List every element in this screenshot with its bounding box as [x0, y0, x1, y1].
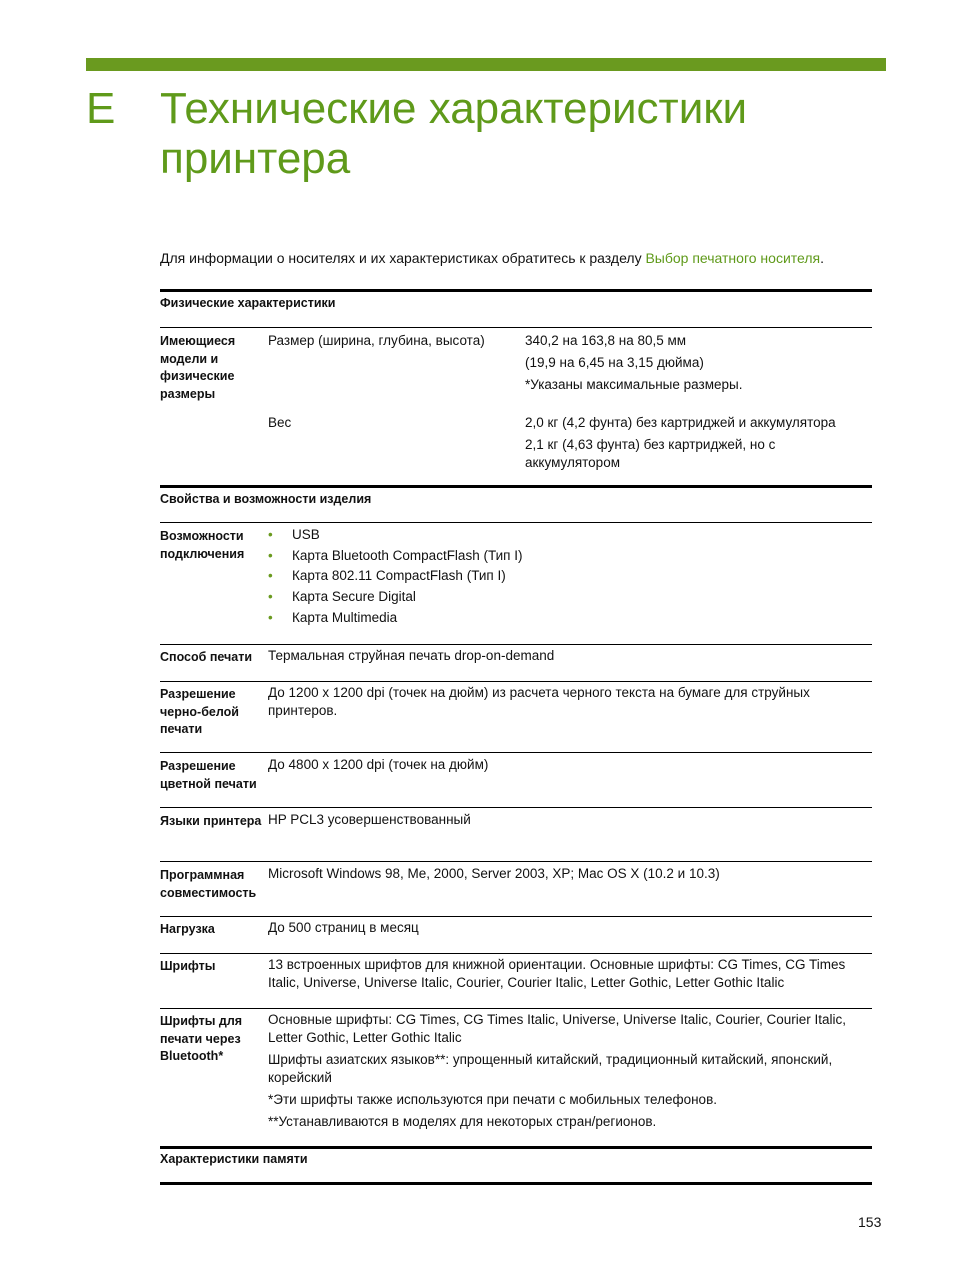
list-item: • USB — [268, 525, 868, 546]
bullet-icon: • — [268, 547, 273, 563]
value: 2,0 кг (4,2 фунта) без картриджей и аккумулятора — [525, 415, 836, 430]
row-value: Основные шрифты: CG Times, CG Times Italic, Universe, Universe Italic, Courier, Courier Italic, Letter Gothic, Letter Gothic Italic — [268, 1012, 846, 1045]
rule — [160, 953, 872, 954]
row-value: До 500 страниц в месяц — [268, 920, 419, 935]
list-item: • Карта Bluetooth CompactFlash (Тип I) — [268, 546, 868, 567]
chapter-color-bar — [86, 58, 886, 71]
intro-paragraph — [160, 250, 824, 266]
rule — [160, 916, 872, 917]
row-label: Возможности подключения — [160, 529, 245, 561]
row-value: **Устанавливаются в моделях для некоторых стран/регионов. — [268, 1114, 657, 1129]
intro-end: . — [820, 250, 824, 266]
row-value: *Эти шрифты также используются при печати с мобильных телефонов. — [268, 1092, 717, 1107]
list-item: • Карта Secure Digital — [268, 587, 868, 608]
row-value: До 4800 x 1200 dpi (точек на дюйм) — [268, 757, 489, 772]
bullet-icon: • — [268, 568, 273, 584]
row-label: Имеющиеся модели и физические размеры — [160, 334, 236, 401]
bullet-icon: • — [268, 589, 273, 605]
rule — [160, 485, 872, 488]
row-value: 13 встроенных шрифтов для книжной ориентации. Основные шрифты: CG Times, CG Times Italic, Universe, Universe Italic, Courier, Courier Italic, Letter Gothic, Letter Gothic Italic — [268, 957, 846, 990]
rule — [160, 1146, 872, 1149]
section-heading-physical: Физические характеристики — [160, 296, 336, 310]
value: 340,2 на 163,8 на 80,5 мм — [525, 333, 687, 348]
row-label: Разрешение цветной печати — [160, 759, 257, 791]
rule — [160, 289, 872, 292]
page-number: 153 — [858, 1214, 882, 1230]
rule — [160, 861, 872, 862]
row-label: Разрешение черно-белой печати — [160, 687, 239, 736]
section-heading-features: Свойства и возможности изделия — [160, 492, 372, 506]
row-label: Нагрузка — [160, 922, 215, 936]
bullet-icon: • — [268, 609, 273, 625]
size-label: Размер (ширина, глубина, высота) — [268, 333, 485, 348]
row-value: Термальная струйная печать drop-on-demand — [268, 648, 555, 663]
row-label: Языки принтера — [160, 814, 262, 828]
row-label: Программная совместимость — [160, 868, 257, 900]
intro-text: Для информации о носителях и их характеристиках обратитесь к разделу — [160, 250, 646, 266]
rule — [160, 644, 872, 645]
media-link[interactable]: Выбор печатного носителя — [645, 250, 821, 266]
list-item: • Карта 802.11 CompactFlash (Тип I) — [268, 566, 868, 587]
row-values — [268, 1011, 868, 1135]
rule — [160, 522, 872, 523]
value: (19,9 на 6,45 на 3,15 дюйма) — [525, 355, 704, 370]
chapter-letter: E — [86, 84, 116, 133]
row-value: Шрифты азиатских языков**: упрощенный китайский, традиционный китайский, японский, корейский — [268, 1052, 833, 1085]
row-label: Шрифты — [160, 959, 216, 973]
row-value: До 1200 x 1200 dpi (точек на дюйм) из расчета черного текста на бумаге для струйных принтеров. — [268, 685, 810, 718]
weight-values — [525, 414, 865, 476]
list-item: • Карта Multimedia — [268, 608, 868, 629]
rule — [160, 1182, 872, 1185]
section-heading-memory: Характеристики памяти — [160, 1152, 308, 1166]
rule — [160, 752, 872, 753]
chapter-title: Технические характеристики принтера — [160, 84, 748, 183]
rule — [160, 681, 872, 682]
rule — [160, 1008, 872, 1009]
weight-label: Вес — [268, 415, 292, 430]
value: *Указаны максимальные размеры. — [525, 377, 743, 392]
bullet-icon: • — [268, 527, 273, 542]
connectivity-list — [268, 525, 868, 629]
value: 2,1 кг (4,63 фунта) без картриджей, но с аккумулятором — [525, 437, 776, 470]
row-label: Шрифты для печати через Bluetooth* — [160, 1014, 243, 1063]
row-value: HP PCL3 усовершенствованный — [268, 812, 471, 827]
row-label: Способ печати — [160, 650, 253, 664]
rule — [160, 807, 872, 808]
size-values — [525, 332, 865, 398]
row-value: Microsoft Windows 98, Me, 2000, Server 2003, XP; Mac OS X (10.2 и 10.3) — [268, 866, 720, 881]
rule — [160, 327, 872, 328]
